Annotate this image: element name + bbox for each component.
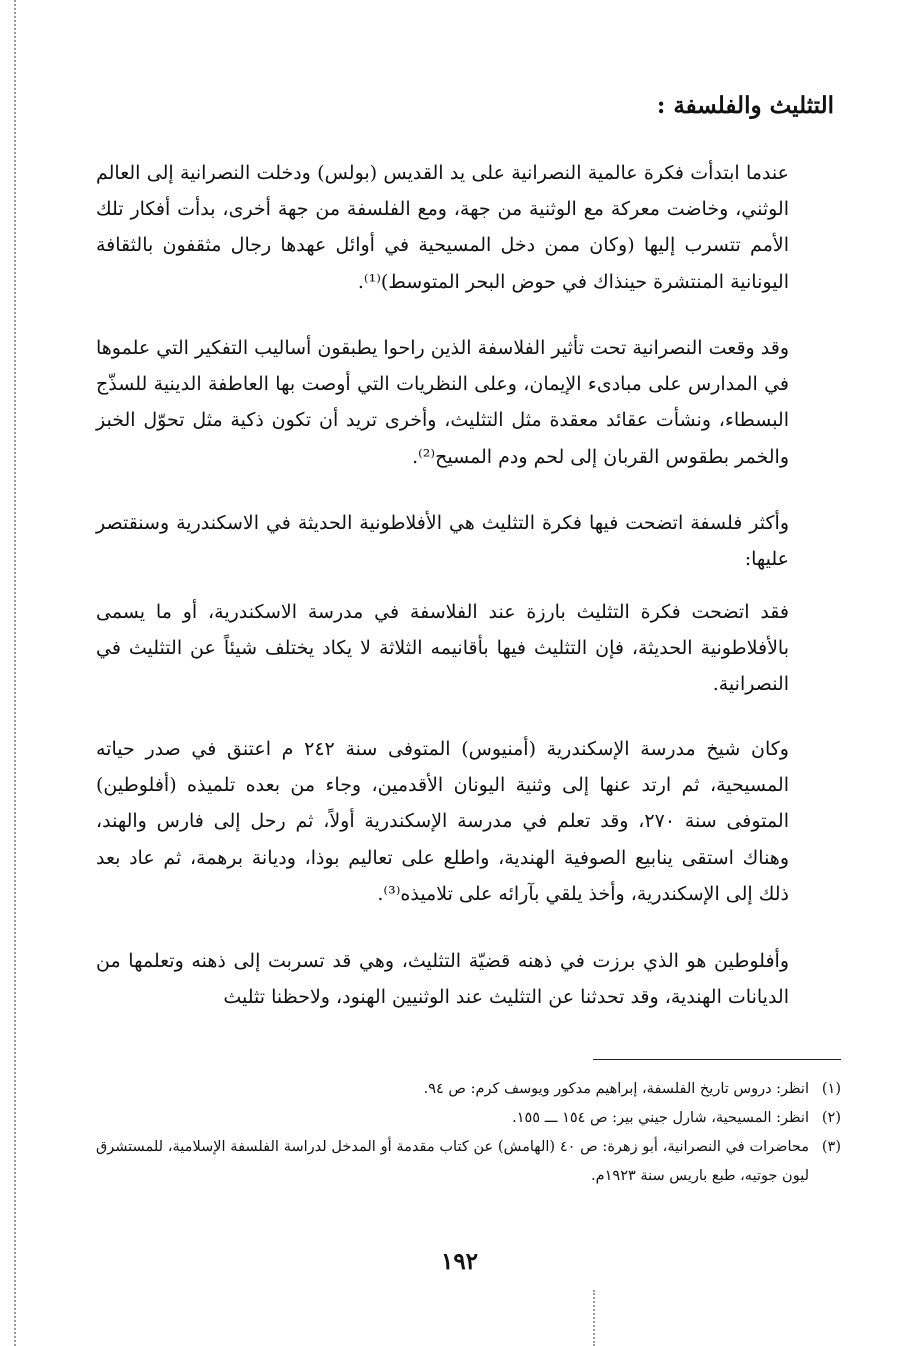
paragraph-4 — [96, 594, 841, 703]
footnote-2 — [96, 1104, 841, 1133]
footnote-separator — [593, 1059, 841, 1060]
paragraph-1 — [96, 155, 841, 300]
paragraph-3 — [96, 505, 841, 577]
footnote-1 — [96, 1075, 841, 1104]
footnote-text: انظر: دروس تاريخ الفلسفة، إبراهيم مدكور ويوسف كرم: ص ٩٤. — [423, 1081, 809, 1097]
scan-margin-dots — [14, 0, 16, 1346]
footnote-number: (١) — [821, 1081, 841, 1097]
paragraph-text: وقد وقعت النصرانية تحت تأثير الفلاسفة الذين راحوا يطبقون أساليب التفكير التي علموها في المدارس على مبادىء الإيمان، وعلى النظريات التي أوصت بها العاطفة الدينية للسذّج البسطاء، ونشأت عقائد معقدة مثل التثليث، وأخرى تريد أن تكون ذكية مثل تحوّل الخبز والخمر بطقوس القربان إلى لحم ودم المسيح⁽²⁾. — [96, 337, 789, 468]
paragraph-text: عندما ابتدأت فكرة عالمية النصرانية على يد القديس (بولس) ودخلت النصرانية إلى العالم الوثني، وخاضت معركة مع الوثنية من جهة، ومع الفلسفة من جهة أخرى، بدأت أفكار تلك الأمم تتسرب إليها (وكان ممن دخل المسيحية في أوائل عهدها رجال مثقفون بالثقافة اليونانية المنتشرة حينذاك في حوض البحر المتوسط)⁽¹⁾. — [96, 162, 789, 293]
paragraph-text: فقد اتضحت فكرة التثليث بارزة عند الفلاسفة في مدرسة الاسكندرية، أو ما يسمى بالأفلاطونية الحديثة، فإن التثليث فيها بأقانيمه الثلاثة لا يكاد يختلف شيئاً عن التثليث في النصرانية. — [96, 601, 789, 696]
footnote-number: (٣) — [821, 1139, 841, 1155]
footnote-text: انظر: المسيحية، شارل جيني بير: ص ١٥٤ ـــ ١٥٥. — [512, 1110, 809, 1126]
paragraph-5 — [96, 731, 841, 912]
paragraph-2 — [96, 330, 841, 475]
footnote-3 — [96, 1133, 841, 1191]
footnote-text: محاضرات في النصرانية، أبو زهرة: ص ٤٠ (الهامش) عن كتاب مقدمة أو المدخل لدراسة الفلسفة الإسلامية، للمستشرق ليون جوتيه، طبع باريس سنة ١٩٢٣م. — [96, 1139, 809, 1184]
paragraph-text: وأفلوطين هو الذي برزت في ذهنه قضيّة التثليث، وهي قد تسربت إلى ذهنه وتعلمها من الديانات الهندية، وقد تحدثنا عن التثليث عند الوثنيين الهنود، ولاحظنا تثليث — [96, 950, 789, 1009]
paragraph-6 — [96, 943, 841, 1015]
section-heading: التثليث والفلسفة : — [656, 92, 834, 119]
footnote-number: (٢) — [821, 1110, 841, 1126]
page-number: ١٩٢ — [440, 1248, 479, 1275]
scan-bottom-dots — [593, 1290, 595, 1346]
footnotes — [96, 1075, 841, 1191]
paragraph-text: وكان شيخ مدرسة الإسكندرية (أمنيوس) المتوفى سنة ٢٤٢ م اعتنق في صدر حياته المسيحية، ثم ارتد عنها إلى وثنية اليونان الأقدمين، وجاء من بعده تلميذه (أفلوطين) المتوفى سنة ٢٧٠، وقد تعلم في مدرسة الإسكندرية أولاً، ثم رحل إلى فارس والهند، وهناك استقى ينابيع الصوفية الهندية، واطلع على تعاليم بوذا، وديانة برهمة، ثم عاد بعد ذلك إلى الإسكندرية، وأخذ يلقي بآرائه على تلاميذه⁽³⁾. — [96, 738, 789, 905]
paragraph-text: وأكثر فلسفة اتضحت فيها فكرة التثليث هي الأفلاطونية الحديثة في الاسكندرية وسنقتصر عليها: — [96, 512, 790, 571]
